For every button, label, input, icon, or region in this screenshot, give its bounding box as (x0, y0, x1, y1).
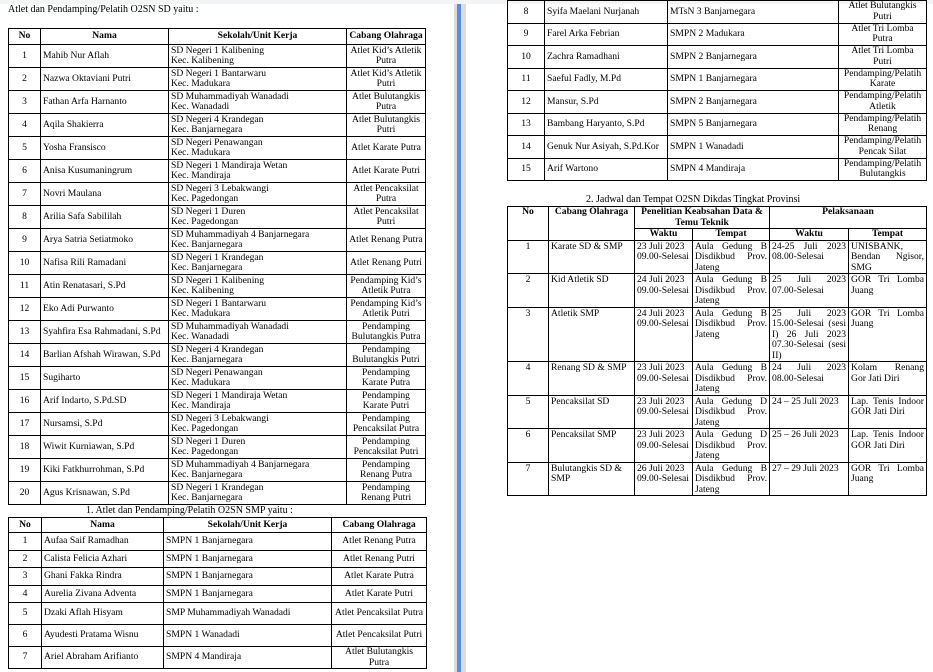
row-nama: Ghani Fakka Rindra (42, 568, 164, 586)
row-nama: Genuk Nur Asiyah, S.Pd.Kor (545, 136, 668, 159)
header-sekolah: Sekolah/Unit Kerja (169, 29, 347, 45)
smp-athletes-table (8, 517, 427, 669)
row-cabang: Bulutangkis SD & SMP (549, 462, 635, 496)
row-nama: Zachra Ramadhani (545, 46, 668, 69)
table-row (9, 206, 426, 229)
row-no: 9 (508, 23, 545, 46)
schedule-table (507, 206, 927, 496)
row-no: 1 (9, 533, 42, 551)
row-kecamatan: Kec. Banjarnegara (171, 492, 243, 503)
row-kecamatan: Kec. Madukara (171, 147, 231, 158)
row-nama: Arya Satria Setiatmoko (41, 229, 169, 252)
header-no: No (9, 518, 42, 533)
row-penelitian-tempat: Aula Gedung B Disdikbud Prov. Jateng (693, 240, 770, 274)
row-sekolah-name: SD Negeri 1 Duren (171, 205, 246, 217)
row-no: 18 (9, 436, 41, 459)
row-sekolah: SMPN 4 Mandiraja (668, 158, 839, 181)
row-nama: Arif Indarto, S.Pd.SD (41, 390, 169, 413)
table-row (9, 137, 426, 160)
row-no: 4 (9, 585, 42, 603)
table-row (9, 550, 427, 568)
row-nama: Yosha Fransisco (41, 137, 169, 160)
smp-athletes-table-continued (507, 0, 927, 181)
row-cabang: Pendamping Karate Putri (347, 390, 426, 413)
row-cabang: Pendamping Karate Putra (347, 367, 426, 390)
row-kecamatan: Kec. Banjarnegara (171, 354, 243, 365)
table-row (9, 647, 427, 669)
row-sekolah (169, 160, 347, 183)
table-row (508, 1, 927, 24)
row-nama: Eko Adi Purwanto (41, 298, 169, 321)
row-cabang: Atlet Pencaksilat Putri (332, 625, 427, 647)
table-row (9, 585, 427, 603)
table-row (9, 114, 426, 137)
row-penelitian-waktu: 24 Juli 2023 09.00-Selesai (635, 274, 693, 308)
table-header-row (9, 29, 426, 45)
row-no: 14 (508, 136, 545, 159)
row-pelaksanaan-waktu: 25 Juli 2023 07.00-Selesai (770, 274, 849, 308)
table-row (508, 136, 927, 159)
table-row (508, 68, 927, 91)
row-cabang: Atlet Karate Putra (347, 137, 426, 160)
row-penelitian-tempat: Aula Gedung B Disdikbud Prov. Jateng (693, 274, 770, 308)
table-row (9, 390, 426, 413)
header-cabang: Cabang Olahraga (347, 29, 426, 45)
row-sekolah (169, 45, 347, 68)
row-no: 15 (508, 158, 545, 181)
row-nama: Atin Renatasari, S.Pd (41, 275, 169, 298)
row-no: 1 (508, 240, 549, 274)
row-kecamatan: Kec. Banjarnegara (171, 124, 243, 135)
row-cabang: Pencaksilat SMP (549, 429, 635, 463)
row-cabang: Atlet Karate Putra (332, 568, 427, 586)
row-sekolah (169, 482, 347, 505)
row-pelaksanaan-waktu: 24 – 25 Juli 2023 (770, 395, 849, 429)
row-kecamatan: Kec. Banjarnegara (171, 469, 243, 480)
table-header-row (508, 207, 927, 229)
table-row (9, 321, 426, 344)
row-no: 5 (508, 395, 549, 429)
row-no: 13 (508, 113, 545, 136)
row-kecamatan: Kec. Madukara (171, 377, 231, 388)
row-sekolah (169, 229, 347, 252)
row-no: 3 (9, 91, 41, 114)
row-kecamatan: Kec. Mandiraja (171, 170, 231, 181)
row-no: 15 (9, 367, 41, 390)
row-no: 4 (508, 362, 549, 396)
row-sekolah: MTsN 3 Banjarnegara (668, 1, 839, 24)
row-sekolah-name: SD Negeri 1 Krandegan (171, 251, 264, 263)
table-row (9, 413, 426, 436)
row-cabang: Pendamping Bulutangkis Putra (347, 321, 426, 344)
smp-section-caption: 1. Atlet dan Pendamping/Pelatih O2SN SMP yaitu : (86, 505, 293, 516)
row-nama: Novri Maulana (41, 183, 169, 206)
header-pelaksanaan-waktu: Waktu (770, 229, 849, 241)
row-cabang: Pendamping Kid’s Atletik Putra (347, 275, 426, 298)
row-penelitian-tempat: Aula Gedung D Disdikbud Prov. Jateng (693, 429, 770, 463)
row-sekolah-name: SD Muhammadiyah 4 Banjarnegara (171, 228, 310, 240)
row-sekolah: SMPN 1 Banjarnegara (668, 68, 839, 91)
row-cabang: Atlet Tri Lomba Putra (839, 23, 927, 46)
row-kecamatan: Kec. Kalibening (171, 285, 234, 296)
row-no: 12 (508, 91, 545, 114)
table-row (9, 45, 426, 68)
row-no: 3 (508, 307, 549, 362)
row-kecamatan: Kec. Pagedongan (171, 216, 239, 227)
row-pelaksanaan-tempat: GOR Tri Lomba Juang (849, 274, 927, 308)
row-no: 5 (9, 603, 42, 625)
table-row (9, 183, 426, 206)
table-row (508, 240, 927, 274)
row-cabang: Atlet Renang Putra (347, 229, 426, 252)
row-pelaksanaan-waktu: 24-25 Juli 2023 08.00-Selesai (770, 240, 849, 274)
row-cabang: Pendamping Renang Putra (347, 459, 426, 482)
table-row (9, 229, 426, 252)
row-no: 8 (508, 1, 545, 24)
schedule-section-caption: 2. Jadwal dan Tempat O2SN Dikdas Tingkat Provinsi (586, 194, 801, 205)
row-sekolah-name: SD Negeri 3 Lebakwangi (171, 182, 269, 194)
row-sekolah-name: SD Negeri 1 Bantarwaru (171, 297, 267, 309)
row-pelaksanaan-tempat: Kolam Renang Gor Jati Diri (849, 362, 927, 396)
table-row (9, 367, 426, 390)
row-pelaksanaan-tempat: GOR Tri Lomba Juang (849, 462, 927, 496)
row-cabang: Renang SD & SMP (549, 362, 635, 396)
row-no: 13 (9, 321, 41, 344)
row-sekolah-name: SD Negeri 1 Bantarwaru (171, 67, 267, 79)
table-row (9, 436, 426, 459)
row-no: 19 (9, 459, 41, 482)
row-nama: Mansur, S.Pd (545, 91, 668, 114)
row-nama: Arilia Safa Sabililah (41, 206, 169, 229)
table-row (508, 307, 927, 362)
row-sekolah (169, 91, 347, 114)
row-sekolah (169, 321, 347, 344)
row-sekolah-name: SD Muhammadiyah 4 Banjarnegara (171, 458, 310, 470)
row-nama: Nursamsi, S.Pd (41, 413, 169, 436)
row-nama: Nazwa Oktaviani Putri (41, 68, 169, 91)
row-cabang: Pendamping/Pelatih Bulutangkis (839, 158, 927, 181)
table-row (9, 459, 426, 482)
row-sekolah-name: SD Negeri 4 Krandegan (171, 343, 264, 355)
row-no: 7 (9, 183, 41, 206)
row-nama: Calista Felicia Azhari (42, 550, 164, 568)
row-cabang: Atlet Renang Putri (332, 550, 427, 568)
row-sekolah: SMPN 4 Mandiraja (164, 647, 332, 669)
table-row (9, 160, 426, 183)
document-page-left (0, 4, 453, 672)
row-pelaksanaan-waktu: 25 – 26 Juli 2023 (770, 429, 849, 463)
row-nama: Bambang Haryanto, S.Pd (545, 113, 668, 136)
header-penelitian-tempat: Tempat (693, 229, 770, 241)
page-divider (454, 4, 466, 672)
row-kecamatan: Kec. Madukara (171, 308, 231, 319)
row-penelitian-waktu: 23 Juli 2023 09.00-Selesai (635, 395, 693, 429)
row-kecamatan: Kec. Kalibening (171, 55, 234, 66)
row-no: 11 (508, 68, 545, 91)
row-cabang: Atlet Pencaksilat Putri (347, 206, 426, 229)
table-row (508, 158, 927, 181)
row-nama: Nafisa Rili Ramadani (41, 252, 169, 275)
row-kecamatan: Kec. Banjarnegara (171, 239, 243, 250)
row-sekolah (169, 298, 347, 321)
row-nama: Aurelia Zivana Adventa (42, 585, 164, 603)
row-pelaksanaan-tempat: Lap. Tenis Indoor GOR Jati Diri (849, 395, 927, 429)
row-no: 2 (508, 274, 549, 308)
row-nama: Arif Wartono (545, 158, 668, 181)
row-cabang: Kid Atletik SD (549, 274, 635, 308)
row-cabang: Karate SD & SMP (549, 240, 635, 274)
header-penelitian: Penelitian Keabsahan Data & Temu Teknik (635, 207, 770, 229)
row-sekolah-name: SD Negeri 3 Lebakwangi (171, 412, 269, 424)
row-no: 14 (9, 344, 41, 367)
row-cabang: Atlet Kid’s Atletik Putra (347, 45, 426, 68)
table-row (9, 625, 427, 647)
row-penelitian-tempat: Aula Gedung B Disdikbud Prov. Jateng (693, 462, 770, 496)
table-row (508, 274, 927, 308)
row-penelitian-waktu: 24 Juli 2023 09.00-Selesai (635, 307, 693, 362)
header-nama: Nama (42, 518, 164, 533)
row-no: 12 (9, 298, 41, 321)
table-row (9, 68, 426, 91)
row-nama: Ariel Abraham Arifianto (42, 647, 164, 669)
row-penelitian-tempat: Aula Gedung D Disdikbud Prov. Jateng (693, 395, 770, 429)
row-kecamatan: Kec. Banjarnegara (171, 262, 243, 273)
row-nama: Wiwit Kurniawan, S.Pd (41, 436, 169, 459)
row-kecamatan: Kec. Wanadadi (171, 101, 230, 112)
row-sekolah: SMPN 1 Wanadadi (164, 625, 332, 647)
table-row (508, 362, 927, 396)
row-no: 7 (508, 462, 549, 496)
table-row (9, 533, 427, 551)
row-cabang: Pendamping Bulutangkis Putri (347, 344, 426, 367)
row-sekolah: SMPN 5 Banjarnegara (668, 113, 839, 136)
row-no: 5 (9, 137, 41, 160)
row-cabang: Pendamping Kid’s Atletik Putri (347, 298, 426, 321)
table-row (508, 113, 927, 136)
header-nama: Nama (41, 29, 169, 45)
row-sekolah: SMPN 2 Madukara (668, 23, 839, 46)
row-sekolah-name: SD Negeri 1 Duren (171, 435, 246, 447)
row-no: 3 (9, 568, 42, 586)
table-row (9, 603, 427, 625)
row-no: 1 (9, 45, 41, 68)
row-penelitian-tempat: Aula Gedung B Disdikbud Prov. Jateng (693, 307, 770, 362)
header-pelaksanaan: Pelaksanaan (770, 207, 927, 229)
row-nama: Aufaa Saif Ramadhan (42, 533, 164, 551)
row-no: 7 (9, 647, 42, 669)
table-row (508, 23, 927, 46)
row-pelaksanaan-tempat: GOR Tri Lomba Juang (849, 307, 927, 362)
row-no: 9 (9, 229, 41, 252)
row-pelaksanaan-waktu: 25 Juli 2023 15.00-Selesai (sesi I) 26 Juli 2023 07.30-Selesai (sesi II) (770, 307, 849, 362)
row-nama: Syifa Maelani Nurjanah (545, 1, 668, 24)
header-no: No (9, 29, 41, 45)
row-nama: Farel Arka Febrian (545, 23, 668, 46)
table-row (508, 429, 927, 463)
table-row (9, 298, 426, 321)
table-row (508, 46, 927, 69)
page-divider-bar (457, 4, 461, 672)
row-kecamatan: Kec. Pagedongan (171, 193, 239, 204)
row-sekolah-name: SD Negeri 1 Mandiraja Wetan (171, 159, 288, 171)
row-cabang: Pendamping/Pelatih Atletik (839, 91, 927, 114)
row-sekolah (169, 390, 347, 413)
row-cabang: Pendamping/Pelatih Renang (839, 113, 927, 136)
table-header-row (9, 518, 427, 533)
row-pelaksanaan-tempat: UNISBANK, Bendan Ngisor, SMG (849, 240, 927, 274)
row-sekolah (169, 206, 347, 229)
row-no: 2 (9, 550, 42, 568)
header-cabang: Cabang Olahraga (332, 518, 427, 533)
row-sekolah-name: SD Muhammadiyah Wanadadi (171, 320, 289, 332)
row-pelaksanaan-tempat: Lap. Tenis Indoor GOR Jati Diri (849, 429, 927, 463)
row-cabang: Atlet Tri Lomba Putri (839, 46, 927, 69)
row-cabang: Pendamping Pencaksilat Putra (347, 413, 426, 436)
row-sekolah (169, 114, 347, 137)
row-sekolah (169, 68, 347, 91)
row-nama: Syahfira Esa Rahmadani, S.Pd (41, 321, 169, 344)
header-penelitian-waktu: Waktu (635, 229, 693, 241)
row-pelaksanaan-waktu: 27 – 29 Juli 2023 (770, 462, 849, 496)
row-nama: Sugiharto (41, 367, 169, 390)
sd-athletes-table (8, 28, 426, 505)
row-penelitian-waktu: 23 Juli 2023 09.00-Selesai (635, 240, 693, 274)
row-nama: Anisa Kusumaningrum (41, 160, 169, 183)
row-sekolah: SMP Muhammadiyah Wanadadi (164, 603, 332, 625)
row-sekolah-name: SD Negeri 4 Krandegan (171, 113, 264, 125)
row-sekolah: SMPN 1 Banjarnegara (164, 568, 332, 586)
row-nama: Saeful Fadly, M.Pd (545, 68, 668, 91)
header-pelaksanaan-tempat: Tempat (849, 229, 927, 241)
row-cabang: Atlet Kid’s Atletik Putri (347, 68, 426, 91)
row-kecamatan: Kec. Madukara (171, 78, 231, 89)
row-cabang: Pendamping/Pelatih Karate (839, 68, 927, 91)
row-kecamatan: Kec. Pagedongan (171, 423, 239, 434)
row-kecamatan: Kec. Wanadadi (171, 331, 230, 342)
row-no: 6 (508, 429, 549, 463)
row-cabang: Atlet Renang Putri (347, 252, 426, 275)
row-penelitian-waktu: 26 Juli 2023 09.00-Selesai (635, 462, 693, 496)
row-no: 6 (9, 160, 41, 183)
row-sekolah (169, 344, 347, 367)
row-no: 2 (9, 68, 41, 91)
table-row (9, 344, 426, 367)
table-row (508, 395, 927, 429)
row-penelitian-tempat: Aula Gedung B Disdikbud Prov. Jateng (693, 362, 770, 396)
row-no: 17 (9, 413, 41, 436)
row-sekolah (169, 413, 347, 436)
row-sekolah: SMPN 2 Banjarnegara (668, 91, 839, 114)
header-no: No (508, 207, 549, 241)
row-cabang: Pendamping/Pelatih Pencak Silat (839, 136, 927, 159)
header-sekolah: Sekolah/Unit Kerja (164, 518, 332, 533)
row-sekolah: SMPN 1 Banjarnegara (164, 550, 332, 568)
row-pelaksanaan-waktu: 24 Juli 2023 08.00-Selesai (770, 362, 849, 396)
row-no: 20 (9, 482, 41, 505)
row-sekolah-name: SD Negeri 1 Mandiraja Wetan (171, 389, 288, 401)
row-no: 4 (9, 114, 41, 137)
table-row (9, 482, 426, 505)
row-cabang: Atlet Karate Putri (347, 160, 426, 183)
row-sekolah (169, 367, 347, 390)
table-row (9, 252, 426, 275)
row-no: 11 (9, 275, 41, 298)
table-row (508, 91, 927, 114)
row-cabang: Pendamping Pencaksilat Putri (347, 436, 426, 459)
row-sekolah-name: SD Negeri Penawangan (171, 136, 263, 148)
row-sekolah-name: SD Muhammadiyah Wanadadi (171, 90, 289, 102)
row-cabang: Atlet Bulutangkis Putri (839, 1, 927, 24)
row-sekolah: SMPN 2 Banjarnegara (668, 46, 839, 69)
row-sekolah (169, 459, 347, 482)
table-row (9, 568, 427, 586)
row-cabang: Atlet Bulutangkis Putra (332, 647, 427, 669)
row-penelitian-waktu: 23 Juli 2023 09.00-Selesai (635, 362, 693, 396)
table-row (508, 462, 927, 496)
row-nama: Kiki Fatkhurrohman, S.Pd (41, 459, 169, 482)
row-cabang: Pendamping Renang Putri (347, 482, 426, 505)
row-no: 8 (9, 206, 41, 229)
row-sekolah-name: SD Negeri 1 Kalibening (171, 44, 264, 56)
row-nama: Aqila Shakierra (41, 114, 169, 137)
row-sekolah: SMPN 1 Wanadadi (668, 136, 839, 159)
row-sekolah-name: SD Negeri 1 Kalibening (171, 274, 264, 286)
row-nama: Fathan Arfa Harnanto (41, 91, 169, 114)
row-sekolah-name: SD Negeri Penawangan (171, 366, 263, 378)
row-no: 10 (508, 46, 545, 69)
row-sekolah-name: SD Negeri 1 Krandegan (171, 481, 264, 493)
row-sekolah (169, 436, 347, 459)
row-cabang: Atlet Bulutangkis Putra (347, 91, 426, 114)
table-row (9, 275, 426, 298)
sd-section-caption: Atlet dan Pendamping/Pelatih O2SN SD yaitu : (8, 4, 199, 15)
row-cabang: Atletik SMP (549, 307, 635, 362)
table-row (9, 91, 426, 114)
row-sekolah (169, 137, 347, 160)
row-cabang: Atlet Pencaksilat Putra (347, 183, 426, 206)
row-nama: Barlian Afshah Wirawan, S.Pd (41, 344, 169, 367)
row-no: 16 (9, 390, 41, 413)
row-cabang: Pencaksilat SD (549, 395, 635, 429)
row-sekolah (169, 275, 347, 298)
row-cabang: Atlet Karate Putri (332, 585, 427, 603)
row-cabang: Atlet Renang Putra (332, 533, 427, 551)
row-sekolah: SMPN 1 Banjarnegara (164, 533, 332, 551)
row-sekolah: SMPN 1 Banjarnegara (164, 585, 332, 603)
row-kecamatan: Kec. Pagedongan (171, 446, 239, 457)
row-nama: Ayudesti Pratama Wisnu (42, 625, 164, 647)
row-penelitian-waktu: 23 Juli 2023 09.00-Selesai (635, 429, 693, 463)
row-nama: Agus Krisnawan, S.Pd (41, 482, 169, 505)
row-nama: Dzaki Aflah Hisyam (42, 603, 164, 625)
row-cabang: Atlet Bulutangkis Putri (347, 114, 426, 137)
row-no: 6 (9, 625, 42, 647)
header-cabang: Cabang Olahraga (549, 207, 635, 241)
row-nama: Mahib Nur Aflah (41, 45, 169, 68)
row-cabang: Atlet Pencaksilat Putra (332, 603, 427, 625)
row-sekolah (169, 252, 347, 275)
row-no: 10 (9, 252, 41, 275)
row-sekolah (169, 183, 347, 206)
row-kecamatan: Kec. Mandiraja (171, 400, 231, 411)
